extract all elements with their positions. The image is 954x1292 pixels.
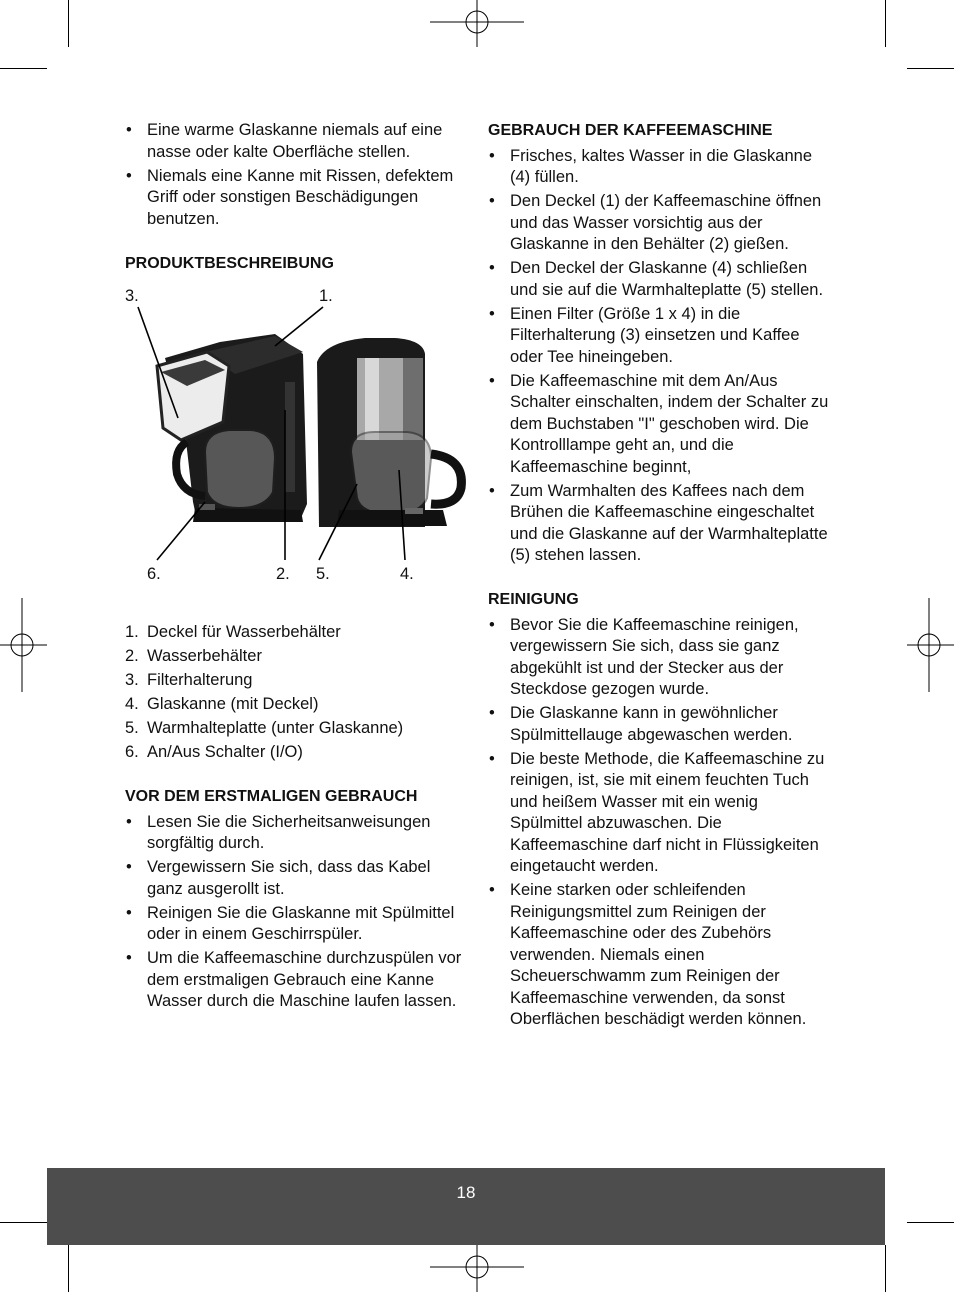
registration-mark-bottom [430, 1245, 524, 1292]
list-item: 1. Deckel für Wasserbehälter [125, 623, 341, 641]
coffee-machine-figure [125, 282, 470, 582]
list-item: 3. Filterhalterung [125, 671, 253, 689]
list-item: • Vergewissern Sie sich, dass das Kabel ganz ausgerollt ist. [125, 857, 470, 900]
list-item: • Die Kaffeemaschine mit dem An/Aus Schalter einschalten, indem der Schalter zu dem Buchstaben "I" geschoben wird. Die Kontrolllampe geht an, und die Kaffeemaschine beginnt, [488, 371, 833, 479]
cleaning-list [488, 615, 833, 1031]
figure-label-5: 5. [316, 565, 330, 583]
list-item: 4. Glaskanne (mit Deckel) [125, 695, 319, 713]
list-item: • Bevor Sie die Kaffeemaschine reinigen, vergewissern Sie sich, dass sie ganz abgekühlt ist und der Stecker aus der Steckdose gezogen wurde. [488, 615, 833, 701]
list-item: • Den Deckel der Glaskanne (4) schließen und sie auf die Warmhalteplatte (5) stellen. [488, 258, 833, 301]
figure-label-1: 1. [319, 287, 333, 305]
list-item: • Niemals eine Kanne mit Rissen, defektem Griff oder sonstigen Beschädigungen benutzen. [125, 166, 470, 231]
coffee-machines-illustration [125, 282, 470, 582]
list-item: • Zum Warmhalten des Kaffees nach dem Brühen die Kaffeemaschine eingeschaltet und die Glaskanne auf der Warmhalteplatte (5) stehen lassen. [488, 481, 833, 567]
figure-label-2: 2. [276, 565, 290, 583]
figure-label-3: 3. [125, 287, 139, 305]
list-item: • Frisches, kaltes Wasser in die Glaskanne (4) füllen. [488, 146, 833, 189]
list-item: • Den Deckel (1) der Kaffeemaschine öffnen und das Wasser vorsichtig aus der Glaskanne in den Behälter (2) gießen. [488, 191, 833, 256]
list-item: • Eine warme Glaskanne niemals auf eine nasse oder kalte Oberfläche stellen. [125, 120, 470, 163]
list-item: 5. Warmhalteplatte (unter Glaskanne) [125, 719, 404, 737]
list-item: • Einen Filter (Größe 1 x 4) in die Filterhalterung (3) einsetzen und Kaffee oder Tee hineingeben. [488, 304, 833, 369]
section-heading-first-use: VOR DEM ERSTMALIGEN GEBRAUCH [125, 788, 418, 805]
right-column [488, 120, 833, 1033]
parts-list [125, 622, 470, 764]
list-item: • Reinigen Sie die Glaskanne mit Spülmittel oder in einem Geschirrspüler. [125, 903, 470, 946]
registration-mark-left [0, 598, 47, 692]
section-heading-cleaning: REINIGUNG [488, 591, 579, 608]
intro-safety-list [125, 120, 470, 230]
section-heading-usage: GEBRAUCH DER KAFFEEMASCHINE [488, 122, 773, 139]
registration-mark-right [907, 598, 954, 692]
list-item: 6. An/Aus Schalter (I/O) [125, 743, 303, 761]
list-item: • Die beste Methode, die Kaffeemaschine zu reinigen, ist, sie mit einem feuchten Tuch und heißem Wasser mit ein wenig Spülmittel abzuwaschen. Die Kaffeemaschine darf nicht in Flüssigkeiten eingetaucht werden. [488, 749, 833, 878]
list-item: • Keine starken oder schleifenden Reinigungsmittel zum Reinigen der Kaffeemaschine oder des Zubehörs verwenden. Niemals einen Scheuerschwamm zum Reinigen der Kaffeemaschine verwenden, da sonst Oberflächen beschädigt werden können. [488, 880, 833, 1031]
left-column [125, 120, 470, 1015]
registration-mark-top [430, 0, 524, 47]
usage-list [488, 146, 833, 567]
coffee-machine-closed [317, 338, 461, 527]
list-item: • Um die Kaffeemaschine durchzuspülen vor dem erstmaligen Gebrauch eine Kanne Wasser durch die Maschine laufen lassen. [125, 948, 470, 1013]
section-heading-product: PRODUKTBESCHREIBUNG [125, 254, 334, 272]
page-number: 18 [456, 1183, 476, 1202]
list-item: • Die Glaskanne kann in gewöhnlicher Spülmittellauge abgewaschen werden. [488, 703, 833, 746]
list-item: 2. Wasserbehälter [125, 647, 262, 665]
first-use-list [125, 812, 470, 1013]
figure-label-6: 6. [147, 565, 161, 583]
page-footer-bar [47, 1168, 885, 1245]
list-item: • Lesen Sie die Sicherheitsanweisungen sorgfältig durch. [125, 812, 470, 855]
figure-label-4: 4. [400, 565, 414, 583]
